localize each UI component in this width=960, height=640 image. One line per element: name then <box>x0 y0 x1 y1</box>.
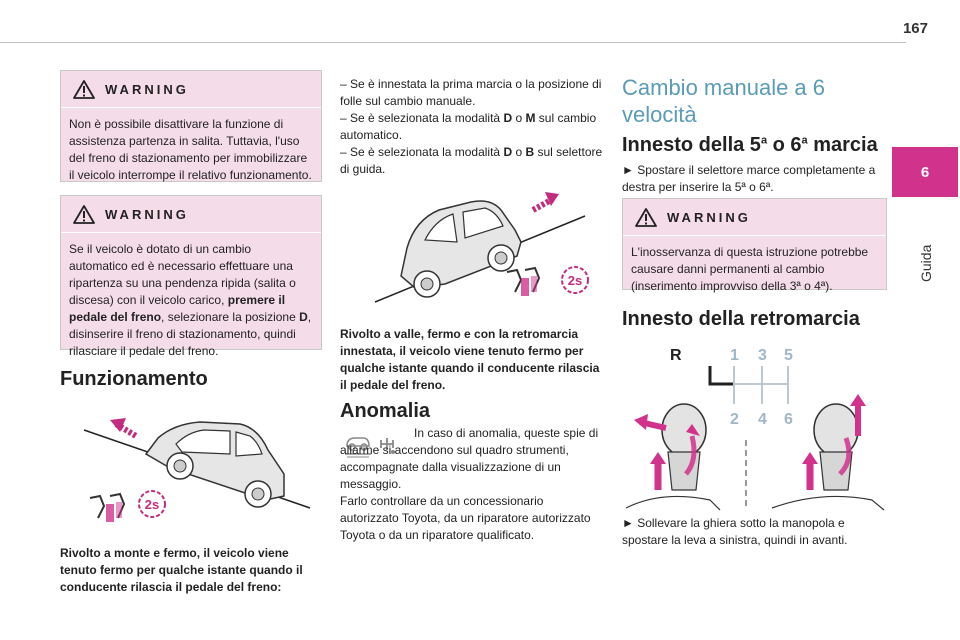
svg-text:3: 3 <box>758 347 767 364</box>
timer-2s-badge <box>139 491 165 517</box>
section-heading-funzionamento: Funzionamento <box>60 368 208 390</box>
page-number: 167 <box>902 20 928 37</box>
direction-arrow-icon <box>110 418 136 436</box>
chapter-label: Guida <box>918 244 934 282</box>
warning-title: WARNING <box>105 81 189 97</box>
list-item: – Se è innestata la prima marcia o la posizione di folle sul cambio manuale. <box>340 77 602 108</box>
svg-text:2s: 2s <box>144 497 160 512</box>
warning-box-automatic <box>60 195 322 358</box>
list-item: – Se è selezionata la modalità D o M sul cambio automatico. <box>340 111 597 142</box>
caption-uphill: Rivolto a monte e fermo, il veicolo viene tenuto fermo per qualche istante quando il conducente rilascia il pedale del freno: <box>60 546 303 594</box>
warning-header <box>623 199 886 236</box>
instruction-5th-6th: ► Spostare il selettore marce completamente a destra per inserire la 5ª o 6ª. <box>622 163 876 194</box>
header-divider <box>0 42 906 43</box>
warning-header <box>61 196 321 233</box>
svg-text:6: 6 <box>784 411 793 428</box>
gear-knob-left <box>626 404 720 510</box>
warning-title: WARNING <box>667 209 751 225</box>
brake-pedal-icon <box>90 494 124 522</box>
svg-text:R: R <box>670 347 682 364</box>
direction-arrow-icon <box>533 192 559 210</box>
list-item: – Se è selezionata la modalità D o B sul selettore di guida. <box>340 145 603 176</box>
warning-box-hill-assist <box>60 70 322 182</box>
warning-text: L'inosservanza di questa istruzione potrebbe causare danni permanenti al cambio (inserimento improvviso della 3ª o 4ª). <box>631 245 869 293</box>
brake-pedal-icon <box>507 268 539 296</box>
warning-header <box>61 71 321 108</box>
car-downhill-illustration <box>345 180 605 315</box>
svg-text:4: 4 <box>758 411 767 428</box>
caption-downhill: Rivolto a valle, fermo e con la retromarcia innestata, il veicolo viene tenuto fermo per qualche istante quando il conducente rilascia il pedale del freno. <box>340 327 600 392</box>
warning-text: Non è possibile disattivare la funzione di assistenza partenza in salita. Tuttavia, l'uso del freno di stazionamento per immobilizzare il veicolo interrompe il relativo funzionamento. <box>69 117 312 182</box>
section-heading-5th-6th: Innesto della 5$^a$ o 6$^a$ marcia <box>622 134 878 156</box>
svg-text:5: 5 <box>784 347 793 364</box>
chapter-title-gearbox: Cambio manuale a 6 velocità <box>622 75 826 127</box>
svg-text:2: 2 <box>730 411 739 428</box>
timer-2s-badge <box>562 267 588 293</box>
warning-box-gearbox <box>622 198 887 293</box>
warning-triangle-icon <box>635 208 657 227</box>
anomaly-text: In caso di anomalia, queste spie di allarme si accendono sul quadro strumenti, accompagnate dalla visualizzazione di un messaggio. Farlo controllare da un concessionario autorizzato Toyota, da un riparatore autorizzato Toyota o da un riparatore qualificato. <box>340 426 599 542</box>
warning-title: WARNING <box>105 206 189 222</box>
chapter-side-tab[interactable] <box>888 0 960 640</box>
warning-triangle-icon <box>73 80 95 99</box>
chapter-number[interactable]: 6 <box>892 147 958 197</box>
condition-list <box>340 76 605 178</box>
svg-text:1: 1 <box>730 347 739 364</box>
warning-text: Se il veicolo è dotato di un cambio automatico ed è necessario effettuare una ripartenza su una pendenza ripida (salita o discesa) con il veicolo carico, premere il pedale del freno, selezionare la posizione D, disinserire il freno di stazionamento, quindi rilasciare il pedale del freno. <box>69 242 312 358</box>
car-uphill-illustration <box>70 400 320 535</box>
gear-shift-illustration <box>622 340 887 512</box>
svg-text:2s: 2s <box>567 273 583 288</box>
warning-triangle-icon <box>73 205 95 224</box>
section-heading-anomalia: Anomalia <box>340 400 431 422</box>
section-heading-reverse: Innesto della retromarcia <box>622 308 860 330</box>
instruction-reverse: ► Sollevare la ghiera sotto la manopola e spostare la leva a sinistra, quindi in avanti. <box>622 516 848 547</box>
